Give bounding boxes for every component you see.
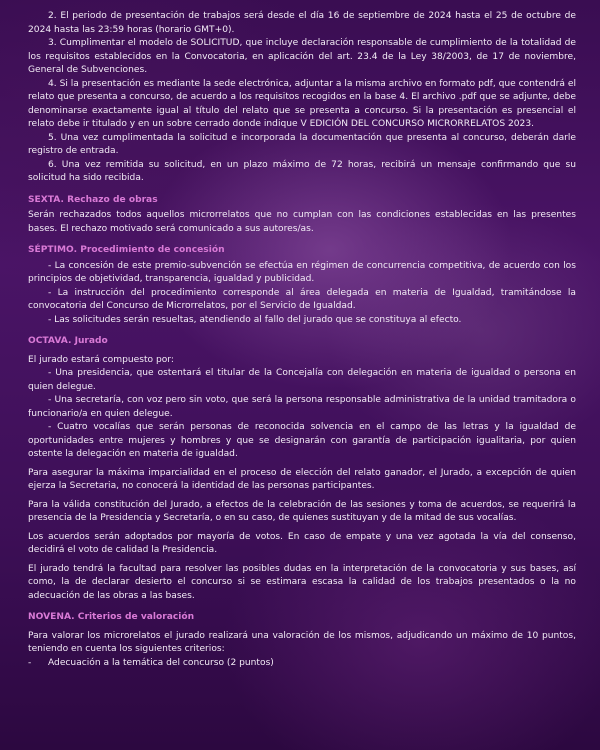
intro-paragraph-2: 2. El periodo de presentación de trabajos será desde el día 16 de septiembre de 2024 hasta el 25 de octubre de 2024 hasta las 23:59 horas (horario GMT+0). [28, 11, 576, 35]
list-dash: - [28, 657, 32, 668]
sexta-paragraph: Serán rechazados todos aquellos microrrelatos que no cumplan con las condiciones establecidas en las presentes bases. El rechazo motivado será comunicado a sus autores/as. [28, 210, 576, 234]
section-heading-octava: OCTAVA. Jurado [28, 336, 108, 346]
novena-criteria-item [28, 657, 576, 671]
section-heading-novena: NOVENA. Criterios de valoración [28, 612, 195, 622]
octava-paragraph: Los acuerdos serán adoptados por mayoría de votos. En caso de empate y una vez agotada la vía del consenso, decidirá el voto de calidad la Presidencia. [28, 531, 576, 555]
intro-paragraph-3: 3. Cumplimentar el modelo de SOLICITUD, que incluye declaración responsable de cumplimiento de la totalidad de los requisitos establecidos en la Convocatoria, en aplicación del art. 23.4 de la Ley 38/2003, de 17 de noviembre, General de Subvenciones. [28, 38, 576, 75]
section-heading-sexta: SEXTA. Rechazo de obras [28, 194, 158, 205]
octava-paragraph: Para la válida constitución del Jurado, a efectos de la celebración de las sesiones y toma de acuerdos, se requerirá la presencia de la Presidencia y Secretaría, o en su caso, de quienes sustituyan y de la mitad de sus vocalías. [28, 499, 576, 523]
octava-item: - Cuatro vocalías que serán personas de reconocida solvencia en el campo de las letras y la igualdad de oportunidades entre mujeres y hombres y que se designarán con garantía de participación igualitaria, por quien ostente la delegación en materia de igualdad. [28, 422, 576, 459]
septimo-item: - La concesión de este premio-subvención se efectúa en régimen de concurrencia competitiva, de acuerdo con los principios de objetividad, transparencia, igualdad y publicidad. [28, 260, 576, 284]
intro-paragraph-6: 6. Una vez remitida su solicitud, en un plazo máximo de 72 horas, recibirá un mensaje confirmando que su solicitud ha sido recibida. [28, 159, 576, 183]
document-page [28, 10, 576, 670]
septimo-item: - La instrucción del procedimiento corresponde al área delegada en materia de Igualdad, tramitándose la convocatoria del Concurso de Microrrelatos, por el Servicio de Igualdad. [28, 287, 576, 311]
section-heading-septimo: SÉPTIMO. Procedimiento de concesión [28, 245, 225, 255]
octava-item: - Una secretaría, con voz pero sin voto, que será la persona responsable administrativa de la unidad tramitadora o funcionario/a en quien delegue. [28, 395, 576, 419]
intro-paragraph-5: 5. Una vez cumplimentada la solicitud e incorporada la documentación que presenta al concurso, deberán darle registro de entrada. [28, 132, 576, 156]
octava-item: - Una presidencia, que ostentará el titular de la Concejalía con delegación en materia de igualdad o persona en quien delegue. [28, 368, 576, 392]
intro-paragraph-4: 4. Si la presentación es mediante la sede electrónica, adjuntar a la misma archivo en formato pdf, que contendrá el relato que presenta a concurso, de acuerdo a los requisitos recogidos en la base 4. El archivo .pdf que se adjunte, debe denominarse exactamente igual al título del relato que se presenta a concurso. Si la presentación es presencial el relato debe ir titulado y en un sobre cerrado donde indique V EDICIÓN DEL CONCURSO MICRORRELATOS 2023. [28, 78, 576, 129]
octava-paragraph: Para asegurar la máxima imparcialidad en el proceso de elección del relato ganador, el Jurado, a excepción de quien ejerza la Secretaria, no conocerá la identidad de las personas participantes. [28, 467, 576, 491]
octava-lead: El jurado estará compuesto por: [28, 354, 174, 365]
septimo-item: - Las solicitudes serán resueltas, atendiendo al fallo del jurado que se constituya al efecto. [48, 314, 462, 325]
criteria-label: Adecuación a la temática del concurso (2 puntos) [48, 657, 274, 668]
octava-paragraph: El jurado tendrá la facultad para resolver las posibles dudas en la interpretación de la convocatoria y sus bases, así como, la de declarar desierto el concurso si se estimara escasa la calidad de los trabajos presentados o la no adecuación de las obras a las bases. [28, 563, 576, 601]
novena-paragraph: Para valorar los microrelatos el jurado realizará una valoración de los mismos, adjudicando un máximo de 10 puntos, teniendo en cuenta los siguientes criterios: [28, 630, 576, 654]
